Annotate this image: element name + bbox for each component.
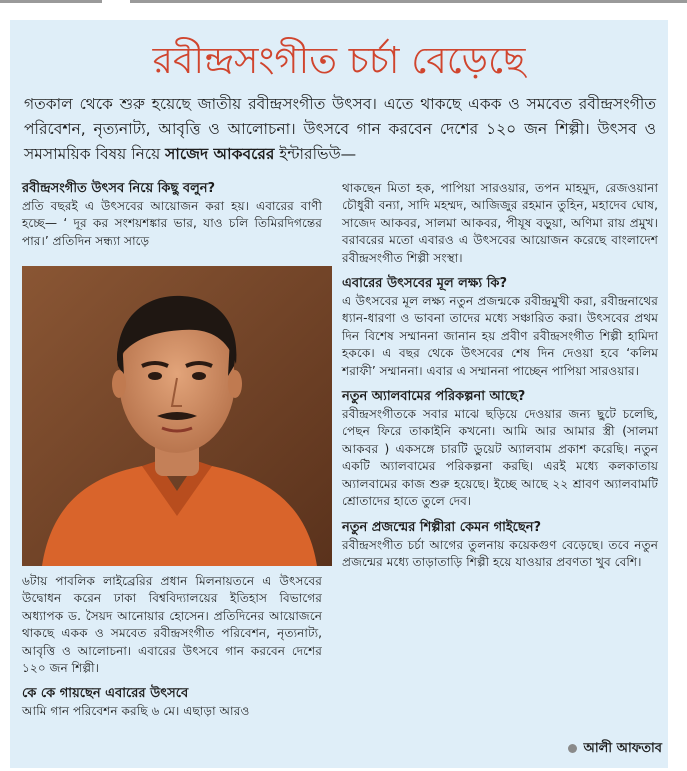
top-rule-left [0,0,102,3]
article-panel [10,20,668,768]
author-byline [550,740,662,758]
intro-text: গতকাল থেকে শুরু হয়েছে জাতীয় রবীন্দ্রসংগীত উৎসব। এতে থাকছে একক ও সমবেত রবীন্দ্রসংগীত পরিবেশন, নৃত্যনাট্য, আবৃত্তি ও আলোচনা। উৎসবে গান করবেন দেশের ১২০ জন শিল্পী। উৎসব ও সমসাময়িক বিষয় নিয়ে [24,95,656,163]
question-2: কে কে গায়ছেন এবারের উৎসবে [22,686,189,702]
question-3: এবারের উৎসবের মূল লক্ষ্য কি? [342,276,508,292]
answer-1-continued: ৬টায় পাবলিক লাইব্রেরির প্রধান মিলনায়তনে এ উৎসবের উদ্বোধন করেন ঢাকা বিশ্ববিদ্যালয়ের ইতিহাস বিভাগের অধ্যাপক ড. সৈয়দ আনোয়ার হোসেন। প্রতিদিনের আয়োজনে থাকছে একক ও সমবেত রবীন্দ্রসংগীত পরিবেশন, নৃত্যনাট্য, আবৃত্তি ও আলোচনা। এবারের উৎসবে গান করবেন দেশের ১২০ জন শিল্পী। [22,574,322,676]
portrait-illustration [22,266,332,566]
intro-bold-name: সাজেদ আকবরের [165,145,275,163]
question-5: নতুন প্রজন্মের শিল্পীরা কেমন গাইছেন? [342,519,542,535]
column-right [342,180,658,571]
answer-1: প্রতি বছরই এ উৎসবের আয়োজন করা হয়। এবারের বাণী হচ্ছে— ‘ দূর কর সংশয়শঙ্কার ভার, যাও চলি তিমিরদিগন্তের পার।’ প্রতিদিন সন্ধ্যা সাড়ে [22,199,322,248]
answer-2: আমি গান পরিবেশন করছি ৬ মে। এছাড়া আরও [22,704,250,719]
bullet-icon [568,744,577,753]
question-4: নতুন অ্যালবামের পরিকল্পনা আছে? [342,389,526,405]
column-left-top [22,180,322,250]
column-left-bottom [22,573,322,721]
interviewee-photo [22,266,332,566]
intro-tail: ইন্টারভিউ— [274,145,357,163]
intro-paragraph [24,92,656,167]
headline: রবীন্দ্রসংগীত চর্চা বেড়েছে [152,39,526,82]
answer-2-continued: থাকছেন মিতা হক, পাপিয়া সারওয়ার, তপন মাহমুদ, রেজওয়ানা চৌধুরী বন্যা, সাদি মহম্মদ, আজিজুর রহমান তুহিন, মহাদেব ঘোষ, সাজেদ আকবর, সালমা আকবর, পীযূষ বড়ুয়া, অণিমা রায় প্রমুখ। বরাবরের মতো এবারও এ উৎসবের আয়োজন করেছে বাংলাদেশ রবীন্দ্রসংগীত শিল্পী সংস্থা। [342,181,658,265]
author-name: আলী আফতাব [583,741,662,756]
answer-5: রবীন্দ্রসংগীত চর্চা আগের তুলনায় কয়েকগুণ বেড়েছে। তবে নতুন প্রজন্মের মধ্যে তাড়াতাড়ি শিল্পী হয়ে যাওয়ার প্রবণতা খুব বেশি। [342,537,658,569]
answer-3: এ উৎসবের মূল লক্ষ্য নতুন প্রজন্মকে রবীন্দ্রমুখী করা, রবীন্দ্রনাথের ধ্যান-ধারণা ও ভাবনা তাদের মধ্যে সঞ্চারিত করা। উৎসবের প্রথম দিন বিশেষ সম্মাননা জানান হয় প্রবীণ রবীন্দ্রসংগীত শিল্পী হামিদা হককে। এ বছর থেকে উৎসবের শেষ দিন দেওয়া হবে ‘কলিম শরাফী’ সম্মাননা। এবার এ সম্মাননা পাচ্ছেন পাপিয়া সারওয়ার। [342,294,658,378]
answer-4: রবীন্দ্রসংগীতকে সবার মাঝে ছড়িয়ে দেওয়ার জন্য ছুটে চলেছি, পেছন ফিরে তাকাইনি কখনো। আমি আর আমার স্ত্রী (সালমা আকবর ) একসঙ্গে চারটি ডুয়েট অ্যালবাম প্রকাশ করেছি। নতুন একটি অ্যালবামের পরিকল্পনা করছি। এরই মধ্যে কলকাতায় অ্যালবামের কাজ শুরু হয়েছে। ইচ্ছে আছে ২২ শ্রাবণ অ্যালবামটি শ্রোতাদের হাতে তুলে দেব। [342,407,658,509]
top-rule-right [130,0,687,3]
question-1: রবীন্দ্রসংগীত উৎসব নিয়ে কিছু বলুন? [22,181,216,196]
